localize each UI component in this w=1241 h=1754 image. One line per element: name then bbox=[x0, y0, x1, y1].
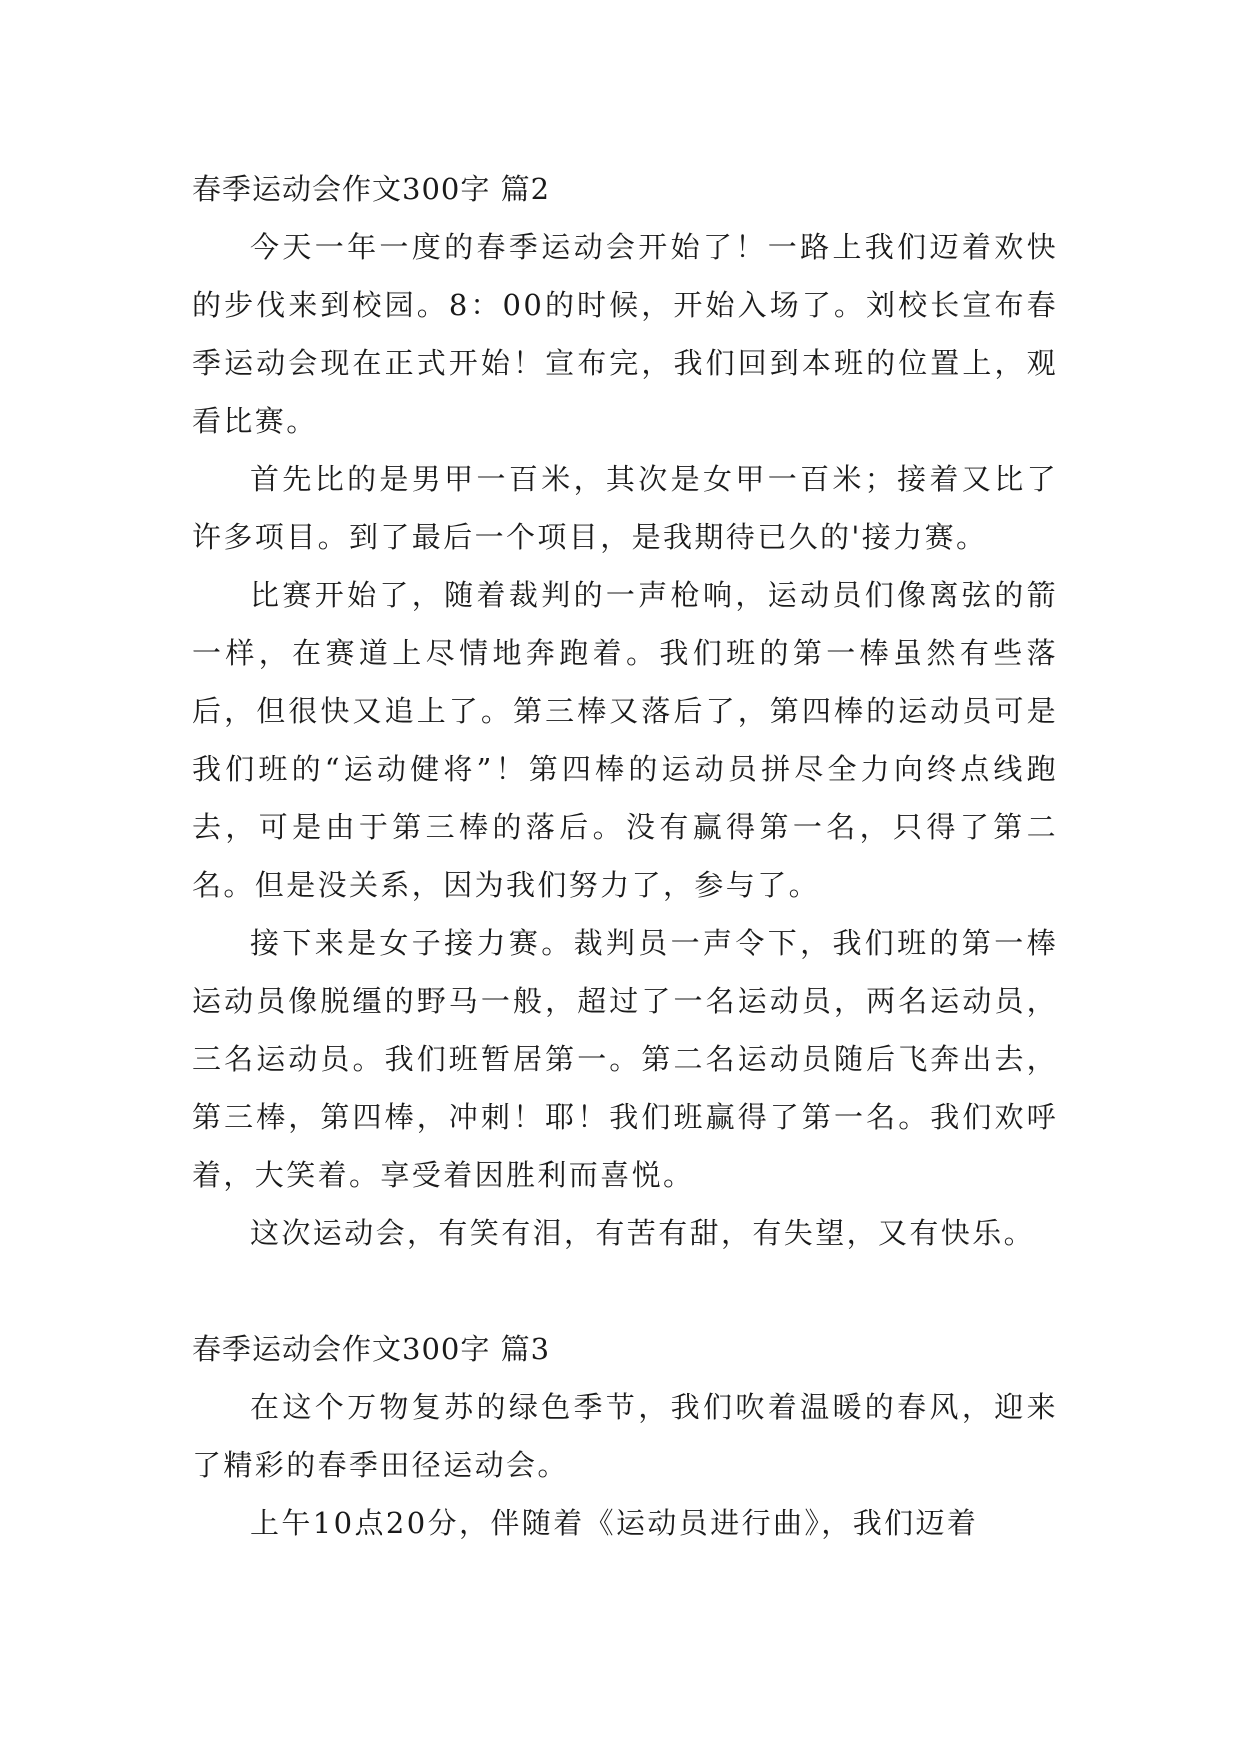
paragraph: 上午10点20分，伴随着《运动员进行曲》，我们迈着 bbox=[250, 1506, 979, 1540]
section-spacer bbox=[192, 1262, 1058, 1320]
paragraph: 这次运动会，有笑有泪，有苦有甜，有失望，又有快乐。 bbox=[250, 1216, 1036, 1250]
paragraph: 接下来是女子接力赛。裁判员一声令下，我们班的第一棒运动员像脱缰的野马一般，超过了一名运动员，两名运动员，三名运动员。我们班暂居第一。第二名运动员随后飞奔出去，第三棒，第四棒，冲刺！耶！我们班赢得了第一名。我们欢呼着，大笑着。享受着因胜利而喜悦。 bbox=[192, 926, 1058, 1192]
section-title-3: 春季运动会作文300字 篇3 bbox=[192, 1332, 551, 1366]
paragraph: 比赛开始了，随着裁判的一声枪响，运动员们像离弦的箭一样，在赛道上尽情地奔跑着。我们班的第一棒虽然有些落后，但很快又追上了。第三棒又落后了，第四棒的运动员可是我们班的“运动健将”！第四棒的运动员拼尽全力向终点线跑去，可是由于第三棒的落后。没有赢得第一名，只得了第二名。但是没关系，因为我们努力了，参与了。 bbox=[192, 578, 1058, 902]
paragraph: 在这个万物复苏的绿色季节，我们吹着温暖的春风，迎来了精彩的春季田径运动会。 bbox=[192, 1390, 1058, 1482]
section-title-2: 春季运动会作文300字 篇2 bbox=[192, 172, 551, 206]
paragraph: 首先比的是男甲一百米，其次是女甲一百米；接着又比了许多项目。到了最后一个项目，是我期待已久的'接力赛。 bbox=[192, 462, 1058, 554]
document-body bbox=[192, 160, 1058, 1552]
paragraph: 今天一年一度的春季运动会开始了！一路上我们迈着欢快的步伐来到校园。8：00的时候，开始入场了。刘校长宣布春季运动会现在正式开始！宣布完，我们回到本班的位置上，观看比赛。 bbox=[192, 230, 1058, 438]
